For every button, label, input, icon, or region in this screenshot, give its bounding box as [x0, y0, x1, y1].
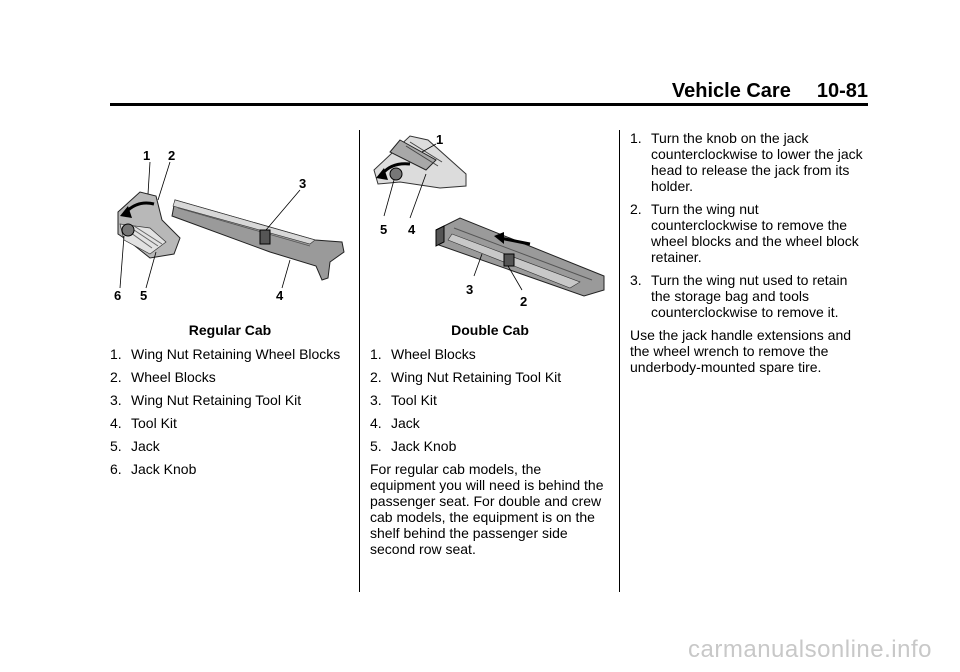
list-item: 3. Tool Kit	[370, 392, 437, 408]
regular-cab-drawing	[110, 130, 350, 310]
watermark: carmanualsonline.info	[688, 636, 932, 663]
figure-label: 6	[114, 288, 122, 303]
figure-label: 5	[380, 222, 388, 237]
list-item: 2. Wing Nut Retaining Tool Kit	[370, 369, 562, 385]
figure-label: 5	[140, 288, 148, 303]
figure-caption: Double Cab	[451, 322, 529, 338]
steps-list	[630, 130, 868, 320]
column-divider	[619, 130, 620, 592]
list-item: 4. Jack	[370, 415, 420, 431]
list-item: 5. Jack Knob	[370, 438, 457, 454]
figure-label: 4	[276, 288, 284, 303]
figure-label: 3	[466, 282, 474, 297]
list-item: 1. Wing Nut Retaining Wheel Blocks	[110, 346, 341, 362]
double-cab-drawing	[370, 130, 610, 310]
figure-caption: Regular Cab	[188, 322, 272, 338]
section-title: Vehicle Care	[671, 80, 791, 102]
parts-list	[370, 346, 610, 454]
list-item: 4. Tool Kit	[110, 415, 177, 431]
column-steps	[630, 130, 868, 383]
header-rule	[110, 103, 868, 106]
page-number: 10-81	[816, 80, 868, 102]
step-item: 2. Turn the wing nut counterclockwise to remove the wheel blocks and the wheel block retainer.	[630, 201, 859, 265]
parts-list	[110, 346, 350, 477]
column-regular-cab	[110, 130, 350, 484]
body-paragraph: Use the jack handle extensions and the wheel wrench to remove the underbody-mounted spare tire.	[630, 327, 852, 375]
list-item: 6. Jack Knob	[110, 461, 197, 477]
figure-label: 1	[436, 132, 444, 147]
figure-label: 2	[520, 294, 528, 309]
column-divider	[359, 130, 360, 592]
column-double-cab	[370, 130, 610, 565]
list-item: 5. Jack	[110, 438, 160, 454]
list-item: 1. Wheel Blocks	[370, 346, 476, 362]
list-item: 3. Wing Nut Retaining Tool Kit	[110, 392, 302, 408]
step-item: 3. Turn the wing nut used to retain the storage bag and tools counterclockwise to remove it.	[630, 272, 848, 320]
step-item: 1. Turn the knob on the jack counterclockwise to lower the jack head to release the jack from its holder.	[630, 130, 863, 194]
figure-label: 1	[143, 148, 151, 163]
list-item: 2. Wheel Blocks	[110, 369, 216, 385]
figure-label: 3	[299, 176, 307, 191]
figure-label: 4	[408, 222, 416, 237]
double-cab-illustration	[370, 130, 610, 310]
regular-cab-illustration	[110, 130, 350, 310]
page-header	[110, 80, 868, 104]
running-head	[672, 80, 868, 103]
figure-label: 2	[168, 148, 176, 163]
body-paragraph: For regular cab models, the equipment you will need is behind the passenger seat. For double and crew cab models, the equipment is on the shelf behind the passenger side second row seat.	[370, 461, 604, 557]
